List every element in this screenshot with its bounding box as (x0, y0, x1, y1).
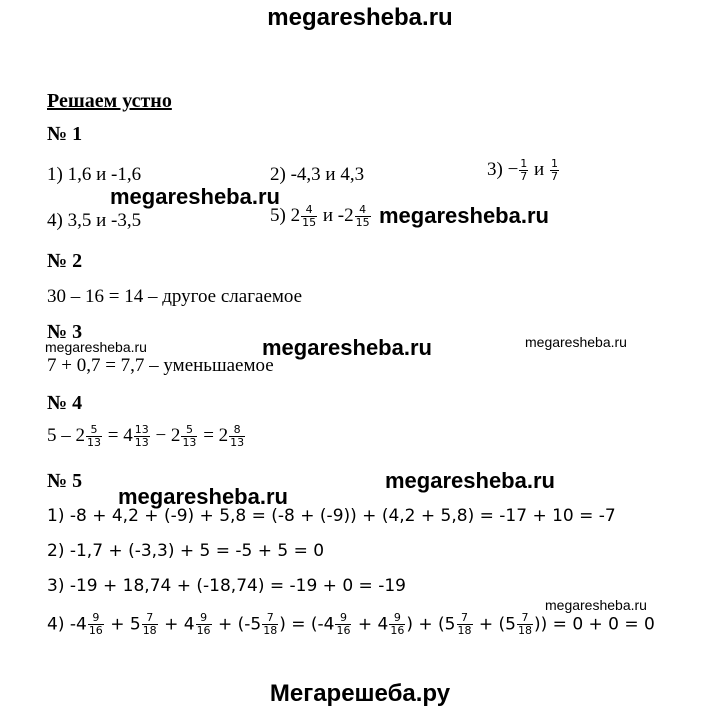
fraction-numerator: 9 (339, 611, 347, 624)
task-2-answer: 30 – 16 = 14 – другое слагаемое (47, 286, 303, 307)
fraction-numerator: 9 (92, 611, 100, 624)
fraction-denominator: 16 (390, 624, 405, 637)
task-4-label: № 4 (47, 392, 83, 414)
fraction-numerator: 1 (550, 157, 558, 170)
fraction (229, 424, 245, 449)
watermark-overlay-small: megaresheba.ru (45, 339, 147, 355)
task-3-answer: 7 + 0,7 = 7,7 – уменьшаемое (47, 355, 274, 376)
task-3-label: № 3 (47, 321, 83, 343)
fraction-numerator: 9 (393, 611, 401, 624)
expr-part: 5 – 2 (47, 424, 85, 446)
fraction-denominator: 7 (550, 170, 558, 183)
fraction (301, 204, 317, 229)
section-title: Решаем устно (47, 90, 172, 112)
watermark-overlay: megaresheba.ru (379, 203, 549, 228)
expr-part: 4) -4 (47, 614, 87, 635)
expr-part: ) = (-4 (279, 614, 335, 635)
watermark-overlay: megaresheba.ru (118, 484, 288, 509)
fraction-numerator: 4 (305, 203, 313, 216)
fraction-denominator: 13 (230, 436, 245, 449)
fraction (142, 612, 158, 637)
site-watermark-top: megaresheba.ru (267, 4, 453, 31)
fraction (134, 424, 150, 449)
fraction-denominator: 18 (142, 624, 157, 637)
fraction (196, 612, 212, 637)
expr-part: + 4 (158, 614, 195, 635)
expr-part: = 2 (198, 424, 229, 446)
task-5-label: № 5 (47, 470, 83, 492)
task-5-line-4 (47, 612, 655, 637)
fraction-denominator: 13 (134, 436, 149, 449)
fraction (88, 612, 104, 637)
fraction-numerator: 7 (266, 611, 274, 624)
fraction-denominator: 13 (87, 436, 101, 449)
expr-part: + (5 (473, 614, 516, 635)
fraction (262, 612, 278, 637)
fraction-numerator: 7 (461, 611, 468, 624)
site-watermark-bottom: Мегарешеба.ру (269, 680, 451, 707)
fraction (335, 612, 351, 637)
task-1-item-3 (487, 158, 560, 183)
task-1-item-3-prefix: 3) − (487, 158, 519, 180)
task-1-item-5-and: и -2 (318, 204, 354, 226)
fraction (86, 424, 102, 449)
fraction-denominator: 18 (457, 624, 472, 637)
task-1-item-4: 4) 3,5 и -3,5 (47, 210, 142, 231)
expr-part: )) = 0 + 0 = 0 (534, 614, 655, 635)
fraction-numerator: 9 (200, 611, 208, 624)
fraction-numerator: 5 (90, 423, 98, 436)
fraction (355, 204, 371, 229)
task-1-item-5 (270, 204, 372, 229)
task-1-item-2: 2) -4,3 и 4,3 (270, 164, 365, 185)
fraction-numerator: 7 (146, 611, 154, 624)
watermark-overlay: megaresheba.ru (262, 335, 432, 360)
expr-part: + 5 (104, 614, 141, 635)
fraction-denominator: 18 (518, 624, 532, 637)
task-5-line-1: 1) -8 + 4,2 + (-9) + 5,8 = (-8 + (-9)) + (4,2 + 5,8) = -17 + 10 = -7 (47, 506, 616, 526)
fraction (550, 158, 559, 183)
fraction-denominator: 7 (520, 170, 528, 183)
fraction-numerator: 4 (359, 203, 367, 216)
fraction-denominator: 16 (196, 624, 211, 637)
task-1-item-1: 1) 1,6 и -1,6 (47, 164, 142, 185)
task-1-item-5-prefix: 5) 2 (270, 204, 301, 226)
fraction-denominator: 18 (263, 624, 278, 637)
watermark-overlay: megaresheba.ru (385, 468, 555, 493)
fraction (517, 612, 533, 637)
task-1-label: № 1 (47, 123, 83, 145)
task-2-label: № 2 (47, 250, 83, 272)
fraction (519, 158, 528, 183)
fraction (457, 612, 473, 637)
task-5-line-3: 3) -19 + 18,74 + (-18,74) = -19 + 0 = -19 (47, 576, 406, 596)
task-4-expression (47, 424, 246, 449)
fraction-numerator: 1 (520, 157, 528, 170)
expr-part: + (-5 (212, 614, 262, 635)
fraction-denominator: 15 (302, 216, 317, 229)
fraction (389, 612, 405, 637)
fraction-denominator: 16 (336, 624, 351, 637)
task-1-item-3-and: и (529, 158, 549, 180)
fraction-numerator: 5 (185, 423, 193, 436)
fraction-denominator: 13 (182, 436, 197, 449)
fraction-denominator: 15 (355, 216, 370, 229)
watermark-overlay-small: megaresheba.ru (525, 334, 627, 350)
fraction-numerator: 7 (521, 611, 529, 624)
task-5-line-2: 2) -1,7 + (-3,3) + 5 = -5 + 5 = 0 (47, 541, 325, 561)
fraction-numerator: 8 (233, 423, 241, 436)
expr-part: + 4 (352, 614, 389, 635)
fraction-denominator: 16 (88, 624, 103, 637)
expr-part: − 2 (150, 424, 181, 446)
watermark-overlay-small: megaresheba.ru (545, 597, 647, 613)
watermark-overlay: megaresheba.ru (110, 184, 280, 209)
fraction (181, 424, 197, 449)
fraction-numerator: 13 (134, 423, 149, 436)
expr-part: = 4 (103, 424, 133, 446)
expr-part: ) + (5 (406, 614, 456, 635)
